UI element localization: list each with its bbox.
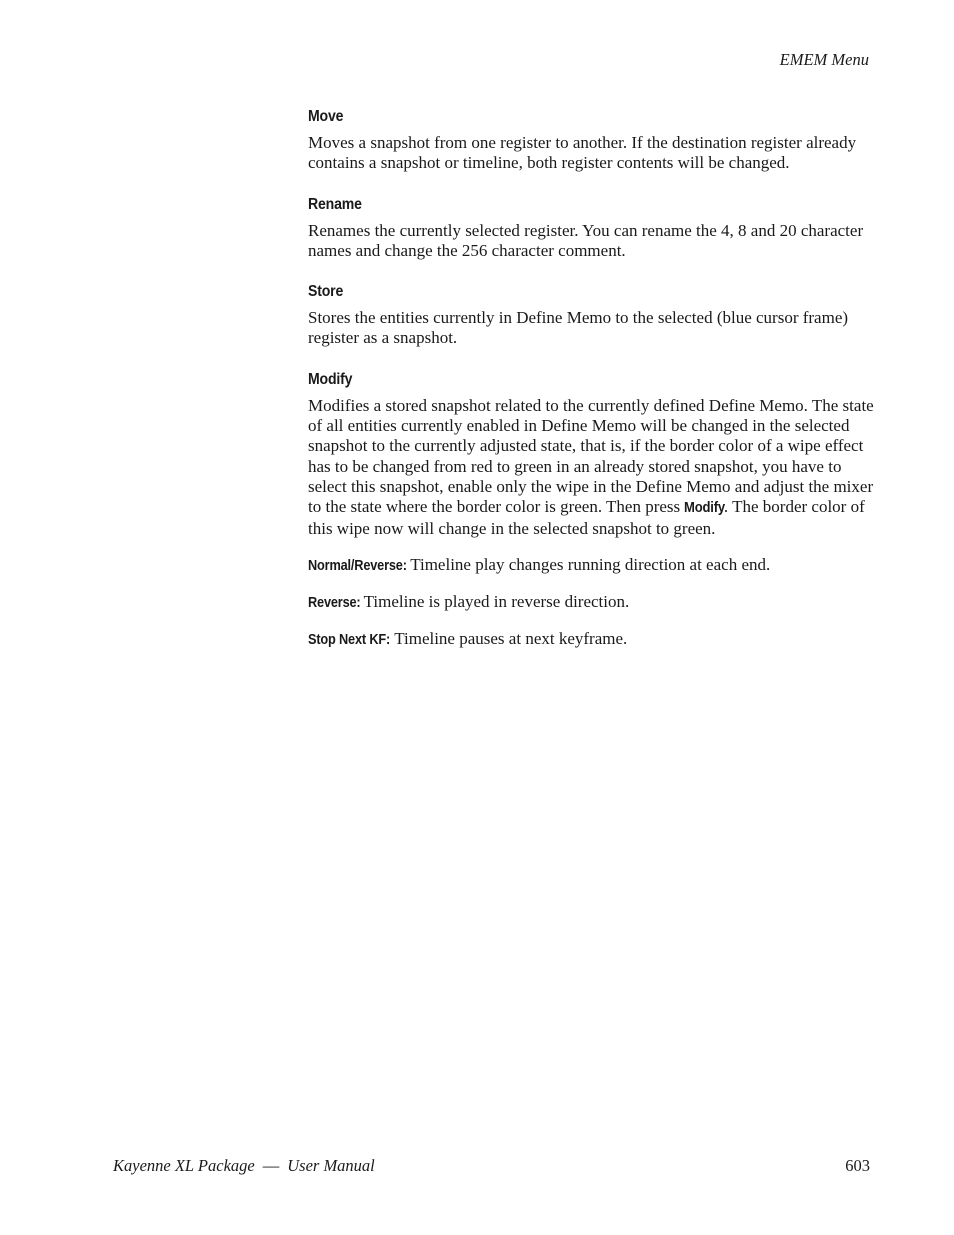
term-description: Timeline pauses at next keyframe. [390, 628, 628, 648]
term-description: Timeline is played in reverse direction. [359, 591, 630, 611]
section-body: Renames the currently selected register. You can rename the 4, 8 and 20 character names and change the 256 character comment. [308, 220, 864, 260]
section-rename [308, 194, 874, 262]
section-move [308, 106, 874, 174]
section-store [308, 281, 874, 349]
page-number: 603 [845, 1156, 870, 1175]
footer-product: Kayenne XL Package [113, 1156, 255, 1175]
term-stop-next-kf [308, 629, 874, 650]
main-content [308, 106, 874, 650]
modify-text-before: Modifies a stored snapshot related to the currently defined Define Memo. The state of all entities currently enabled in Define Memo will be changed in the selected snapshot to the currently adjusted state, that is, if the border color of a wipe effect has to be changed from red to green in an already stored snapshot, you have to select this snapshot, enable only the wipe in the Define Memo and adjust the mixer to the state where the border color is green. Then press [308, 395, 874, 517]
section-heading: Rename [308, 195, 362, 213]
term-label: Normal/Reverse: [308, 557, 407, 574]
footer-title [113, 1156, 375, 1176]
term-description: Timeline play changes running direction at each end. [406, 554, 771, 574]
modify-text-after: . The border color of this wipe now will change in the selected snapshot to green. [308, 497, 865, 538]
section-body: Stores the entities currently in Define Memo to the selected (blue cursor frame) register as a snapshot. [308, 308, 849, 348]
running-header: EMEM Menu [779, 50, 869, 69]
modify-inline-button-label: Modify [684, 500, 726, 517]
section-modify [308, 369, 874, 539]
footer-dash: — [262, 1156, 280, 1175]
section-body [308, 396, 874, 539]
section-heading: Modify [308, 370, 353, 388]
term-normal-reverse [308, 555, 874, 576]
term-label: Reverse: [308, 594, 361, 611]
section-heading: Store [308, 283, 344, 301]
section-body: Moves a snapshot from one register to another. If the destination register already contains a snapshot or timeline, both register contents will be changed. [308, 133, 857, 173]
term-label: Stop Next KF: [308, 631, 391, 648]
footer-manual: User Manual [287, 1156, 375, 1175]
section-heading: Move [308, 108, 344, 125]
term-reverse [308, 592, 874, 613]
page-footer [113, 1156, 870, 1176]
